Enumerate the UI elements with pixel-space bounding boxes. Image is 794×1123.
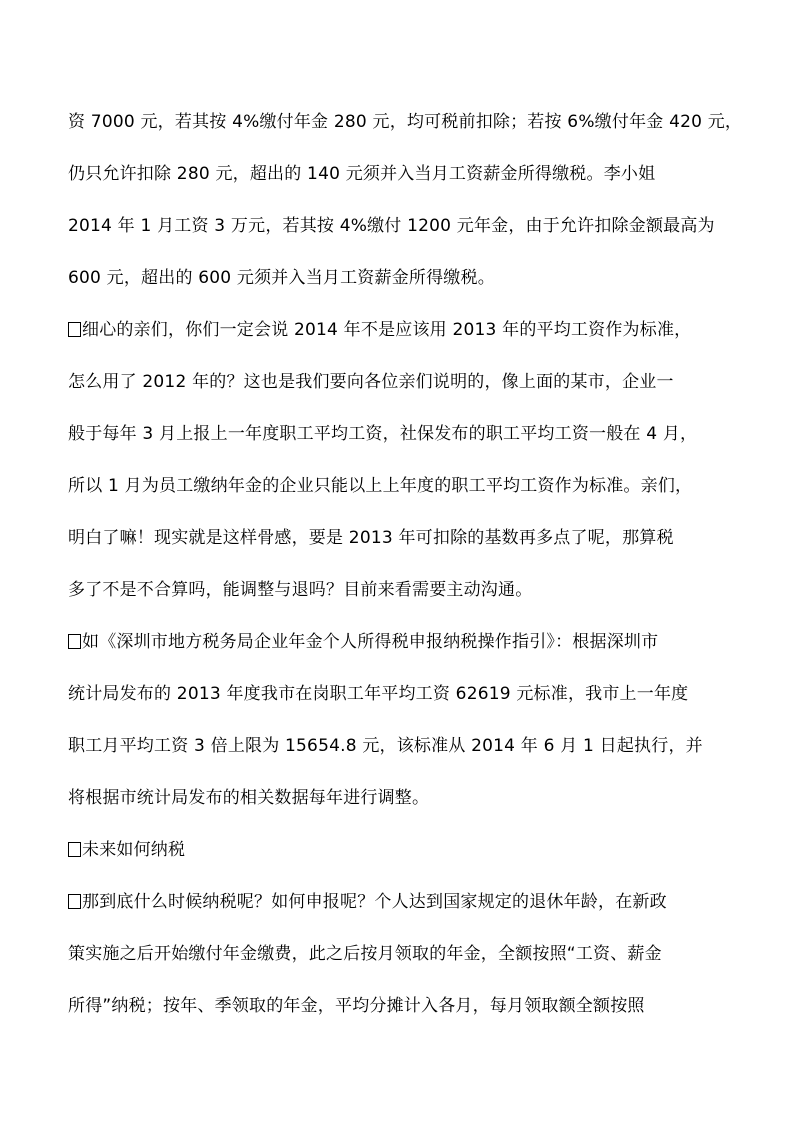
paragraph-line <box>68 942 748 966</box>
paragraph-line <box>68 422 748 446</box>
line-text: 所得”纳税；按年、季领取的年金，平均分摊计入各月，每月领取额全额按照 <box>68 996 645 1016</box>
paragraph-line <box>68 890 748 914</box>
line-text: 那到底什么时候纳税呢？如何申报呢？个人达到国家规定的退休年龄，在新政 <box>82 892 667 912</box>
line-text: 职工月平均工资 3 倍上限为 15654.8 元，该标准从 2014 年 6 月 1 日起执行，并 <box>68 736 703 756</box>
paragraph-line <box>68 162 748 186</box>
paragraph-line <box>68 370 748 394</box>
paragraph-line <box>68 474 748 498</box>
line-text: 策实施之后开始缴付年金缴费，此之后按月领取的年金，全额按照“工资、薪金 <box>68 944 662 964</box>
line-text: 仍只允许扣除 280 元，超出的 140 元须并入当月工资薪金所得缴税。李小姐 <box>68 164 656 184</box>
section-heading <box>68 838 748 862</box>
line-text: 明白了嘛！现实就是这样骨感，要是 2013 年可扣除的基数再多点了呢，那算税 <box>68 528 674 548</box>
line-text: 所以 1 月为员工缴纳年金的企业只能以上上年度的职工平均工资作为标准。亲们， <box>68 476 693 496</box>
paragraph-line <box>68 630 748 654</box>
paragraph-line <box>68 578 748 602</box>
line-text: 600 元，超出的 600 元须并入当月工资薪金所得缴税。 <box>68 268 495 288</box>
paragraph-line <box>68 734 748 758</box>
paragraph-line <box>68 214 748 238</box>
line-text: 资 7000 元，若其按 4%缴付年金 280 元，均可税前扣除；若按 6%缴付年金 420 元， <box>68 112 743 132</box>
line-text: 将根据市统计局发布的相关数据每年进行调整。 <box>68 788 430 808</box>
line-text: 般于每年 3 月上报上一年度职工平均工资，社保发布的职工平均工资一般在 4 月， <box>68 424 698 444</box>
paragraph-line <box>68 682 748 706</box>
line-text: 细心的亲们，你们一定会说 2014 年不是应该用 2013 年的平均工资作为标准， <box>82 320 692 340</box>
checkbox-bullet-icon <box>68 842 81 857</box>
line-text: 未来如何纳税 <box>82 840 186 860</box>
paragraph-line <box>68 318 748 342</box>
checkbox-bullet-icon <box>68 634 81 649</box>
paragraph-line <box>68 266 748 290</box>
paragraph-line <box>68 994 748 1018</box>
line-text: 统计局发布的 2013 年度我市在岗职工年平均工资 62619 元标准，我市上一年度 <box>68 684 689 704</box>
line-text: 多了不是不合算吗，能调整与退吗？目前来看需要主动沟通。 <box>68 580 533 600</box>
paragraph-line <box>68 110 748 134</box>
paragraph-line <box>68 526 748 550</box>
line-text: 怎么用了 2012 年的？这也是我们要向各位亲们说明的，像上面的某市，企业一 <box>68 372 674 392</box>
line-text: 如《深圳市地方税务局企业年金个人所得税申报纳税操作指引》：根据深圳市 <box>82 632 659 652</box>
paragraph-line <box>68 786 748 810</box>
checkbox-bullet-icon <box>68 322 81 337</box>
checkbox-bullet-icon <box>68 894 81 909</box>
line-text: 2014 年 1 月工资 3 万元，若其按 4%缴付 1200 元年金，由于允许扣除金额最高为 <box>68 216 715 236</box>
